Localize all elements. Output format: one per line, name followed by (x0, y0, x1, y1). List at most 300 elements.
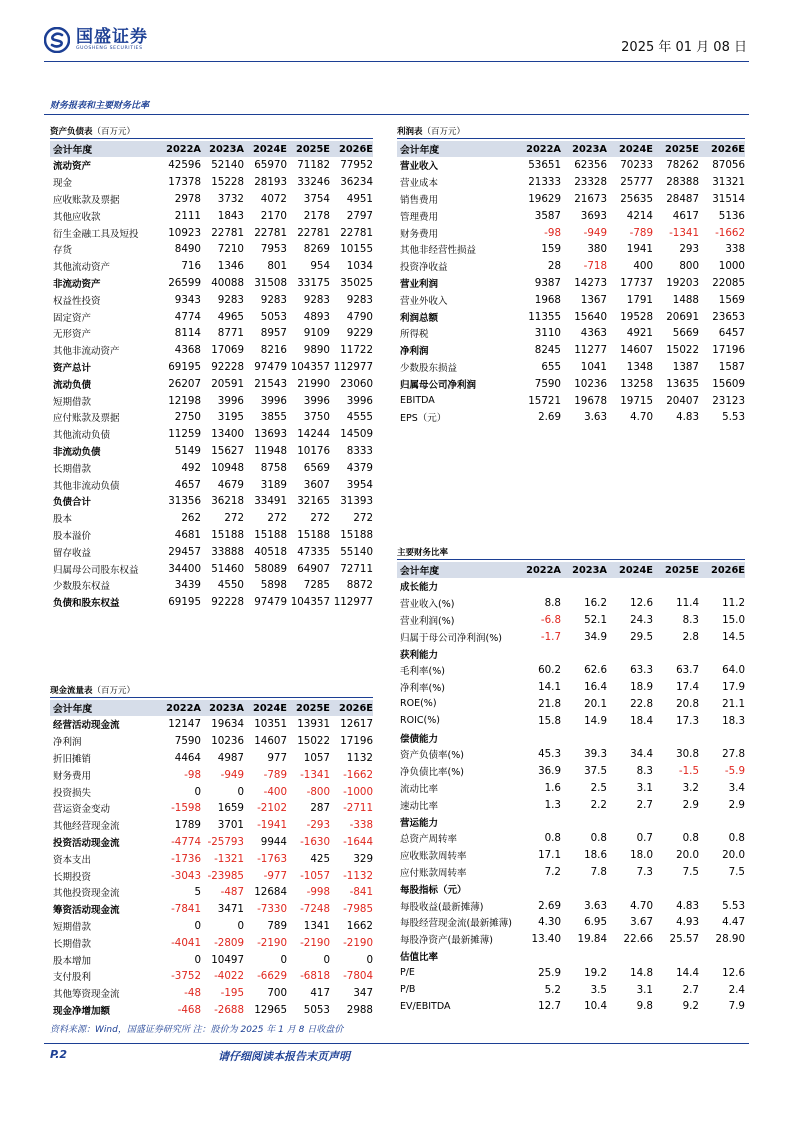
row-label: 营业利润 (400, 278, 439, 290)
cell-value: 8758 (260, 461, 287, 474)
section-title: 财务报表和主要财务比率 (50, 101, 150, 111)
cell-value (607, 645, 653, 662)
cell-value (699, 948, 745, 965)
cell-value: 33246 (297, 176, 330, 189)
cell-value: 13258 (620, 377, 653, 390)
cell-value: 3996 (303, 394, 330, 407)
row-label: 少数股东损益 (400, 362, 458, 374)
table-row (50, 157, 373, 174)
row-label: 毛利率(%) (400, 666, 445, 678)
cell-value: 5053 (303, 1003, 330, 1016)
cell-value: 34400 (168, 562, 201, 575)
cell-value: -977 (263, 869, 287, 882)
table-row (50, 275, 373, 292)
row-label: 资本支出 (53, 854, 92, 866)
cell-value: 19678 (574, 394, 607, 407)
header-year: 2022A (158, 700, 201, 716)
cell-value (607, 813, 653, 830)
cell-value: 16.4 (584, 681, 607, 694)
cell-value: 1348 (626, 360, 653, 373)
table-row (397, 342, 745, 359)
cell-value: 3.1 (636, 781, 653, 794)
cell-value: 2178 (303, 209, 330, 222)
table-row (50, 850, 373, 867)
cell-value: 2978 (174, 192, 201, 205)
cell-value: -841 (349, 886, 373, 899)
cell-value: 64.0 (722, 664, 745, 677)
income-statement-title (397, 125, 465, 137)
table-row (397, 645, 745, 662)
table-row (397, 392, 745, 409)
row-label: 应收账款周转率 (400, 851, 467, 863)
cell-value: 0.8 (590, 832, 607, 845)
cell-value: 800 (679, 260, 699, 273)
cell-value: 10497 (211, 953, 244, 966)
table-row (397, 325, 745, 342)
cell-value: -789 (263, 768, 287, 781)
table-row (50, 951, 373, 968)
cell-value: 63.3 (630, 664, 653, 677)
header-label: 会计年度 (50, 141, 158, 157)
cell-value: 72711 (340, 562, 373, 575)
header-year: 2023A (201, 141, 244, 157)
row-label: 应付账款周转率 (400, 867, 467, 879)
cell-value: 10176 (297, 444, 330, 457)
cell-value: 15640 (574, 310, 607, 323)
cell-value: 3471 (217, 903, 244, 916)
cell-value: -2688 (214, 1003, 244, 1016)
disclaimer-note: 请仔细阅读本报告末页声明 (218, 1050, 350, 1063)
cell-value: 11722 (340, 344, 373, 357)
cell-value: 5.2 (544, 983, 561, 996)
cell-value: 1132 (346, 751, 373, 764)
cell-value: 0 (366, 953, 373, 966)
cell-value: 4965 (217, 310, 244, 323)
cell-value: 7.2 (544, 865, 561, 878)
cell-value (561, 729, 607, 746)
cell-value: 14244 (297, 428, 330, 441)
cell-value: 23060 (340, 377, 373, 390)
cell-value: 2.7 (682, 983, 699, 996)
header-year: 2022A (515, 141, 561, 157)
row-label: 负债合计 (53, 497, 92, 509)
row-label: 股本 (53, 514, 73, 526)
report-date: 2025 年 01 月 08 日 (621, 40, 747, 55)
cell-value: 64907 (297, 562, 330, 575)
cell-value: 18.9 (630, 681, 653, 694)
cell-value: -4041 (171, 936, 201, 949)
row-label: 非流动负债 (53, 446, 101, 458)
row-label: 现金净增加额 (53, 1005, 111, 1017)
cell-value (515, 578, 561, 595)
cell-value: 7.5 (728, 865, 745, 878)
table-row (397, 174, 745, 191)
cell-value: 69195 (168, 596, 201, 609)
cell-value: 4.30 (538, 916, 561, 929)
cell-value: 4951 (346, 192, 373, 205)
cell-value: 3701 (217, 819, 244, 832)
table-header-row (50, 141, 373, 157)
cell-value: 20591 (211, 377, 244, 390)
cell-value: 15228 (211, 176, 244, 189)
row-label: 衍生金融工具及短投 (53, 228, 139, 240)
cell-value: 425 (310, 852, 330, 865)
cell-value: 1587 (718, 360, 745, 373)
cell-value: 801 (267, 260, 287, 273)
row-label: 成长能力 (400, 582, 439, 594)
income-unit: （百万元） (422, 127, 466, 137)
cell-value: 2.9 (682, 798, 699, 811)
row-label: 财务费用 (400, 228, 439, 240)
cell-value: 1968 (534, 293, 561, 306)
cell-value: 4555 (346, 411, 373, 424)
cell-value: 6569 (303, 461, 330, 474)
table-row (50, 426, 373, 443)
cell-value: 3607 (303, 478, 330, 491)
cell-value: 87056 (712, 159, 745, 172)
cell-value: 2.69 (538, 411, 561, 424)
cell-value: 15.8 (538, 714, 561, 727)
company-name-en: GUOSHENG SECURITIES (76, 46, 143, 51)
table-row (50, 594, 373, 611)
cell-value: 400 (633, 260, 653, 273)
cell-value: 0 (194, 953, 201, 966)
row-label: 其他流动资产 (53, 262, 111, 274)
cell-value: 14.8 (630, 966, 653, 979)
cell-value: 15609 (712, 377, 745, 390)
header-year: 2022A (515, 562, 561, 578)
row-label: 速动比率 (400, 800, 439, 812)
table-row (397, 191, 745, 208)
cell-value (653, 813, 699, 830)
row-label: 获利能力 (400, 649, 439, 661)
cell-value: 31393 (340, 495, 373, 508)
cell-value: 9890 (303, 344, 330, 357)
cell-value: 22.8 (630, 697, 653, 710)
cell-value: 65970 (254, 159, 287, 172)
row-label: 总资产周转率 (400, 834, 458, 846)
cell-value: 36234 (340, 176, 373, 189)
row-label: 利润总额 (400, 312, 439, 324)
row-label: 其他经营现金流 (53, 821, 120, 833)
cell-value: 4363 (580, 327, 607, 340)
row-label: 长期投资 (53, 871, 92, 883)
cell-value: 3.4 (728, 781, 745, 794)
cell-value: 4214 (626, 209, 653, 222)
table-row (397, 931, 745, 948)
cell-value: 272 (310, 512, 330, 525)
cell-value: 4.83 (676, 899, 699, 912)
table-row (397, 595, 745, 612)
cell-value: 9283 (346, 293, 373, 306)
cell-value: 104357 (290, 360, 330, 373)
cell-value (561, 948, 607, 965)
cell-value: 11259 (168, 428, 201, 441)
row-label: 归属于母公司净利润(%) (400, 632, 502, 644)
cell-value: 15022 (297, 735, 330, 748)
cell-value: -98 (544, 226, 561, 239)
row-label: 每股指标（元） (400, 884, 467, 896)
cell-value: 24.3 (630, 613, 653, 626)
cell-value: -1736 (171, 852, 201, 865)
cell-value: 19715 (620, 394, 653, 407)
cell-value: 40088 (211, 276, 244, 289)
cell-value: -3043 (171, 869, 201, 882)
table-row (50, 443, 373, 460)
row-label: 营业收入(%) (400, 599, 455, 611)
cell-value: 37.5 (584, 765, 607, 778)
cell-value: 23328 (574, 176, 607, 189)
table-row (50, 527, 373, 544)
header-year: 2025E (287, 141, 330, 157)
table-row (397, 275, 745, 292)
cell-value: 1488 (672, 293, 699, 306)
cell-value: 0 (194, 919, 201, 932)
cell-value: 3439 (174, 579, 201, 592)
cell-value: 2.69 (538, 899, 561, 912)
cell-value: -1598 (171, 802, 201, 815)
cell-value: 10.4 (584, 1000, 607, 1013)
cell-value (607, 880, 653, 897)
cell-value: -1.5 (678, 765, 699, 778)
table-row (397, 291, 745, 308)
cell-value: 4072 (260, 192, 287, 205)
table-row (50, 224, 373, 241)
company-name-cn: 国盛证券 (76, 27, 148, 47)
cell-value: 0 (323, 953, 330, 966)
table-header-row (397, 562, 745, 578)
cell-value: -1000 (343, 785, 373, 798)
cell-value: 9343 (174, 293, 201, 306)
cell-value: 10236 (211, 735, 244, 748)
cell-value: 17378 (168, 176, 201, 189)
cell-value: -2809 (214, 936, 244, 949)
cell-value: 70233 (620, 159, 653, 172)
row-label: 其他投资现金流 (53, 888, 120, 900)
cell-value: 20.8 (676, 697, 699, 710)
cell-value: 8114 (174, 327, 201, 340)
cell-value: 5149 (174, 444, 201, 457)
cell-value: 13931 (297, 718, 330, 731)
table-row (397, 359, 745, 376)
table-row (50, 409, 373, 426)
cell-value: 15188 (211, 528, 244, 541)
table-row (50, 375, 373, 392)
table-row (397, 763, 745, 780)
cell-value: -1763 (257, 852, 287, 865)
cell-value: 417 (310, 987, 330, 1000)
cell-value: 62356 (574, 159, 607, 172)
cell-value: 19.84 (577, 933, 607, 946)
cell-value: 33888 (211, 545, 244, 558)
cell-value: 4.70 (630, 411, 653, 424)
cell-value: 18.4 (630, 714, 653, 727)
cell-value: -800 (306, 785, 330, 798)
cell-value: -487 (220, 886, 244, 899)
cell-value: 14.9 (584, 714, 607, 727)
cell-value: -5.9 (724, 765, 745, 778)
cell-value: 25777 (620, 176, 653, 189)
cell-value: 2750 (174, 411, 201, 424)
cell-value: 77952 (340, 159, 373, 172)
cell-value: 104357 (290, 596, 330, 609)
cell-value: 20.0 (676, 849, 699, 862)
table-row (50, 817, 373, 834)
header-year: 2023A (561, 562, 607, 578)
header-year: 2022A (158, 141, 201, 157)
header-year: 2024E (607, 562, 653, 578)
cell-value: 19634 (211, 718, 244, 731)
table-row (397, 662, 745, 679)
cell-value: 3195 (217, 411, 244, 424)
table-row (397, 241, 745, 258)
cell-value: 25.57 (669, 933, 699, 946)
cell-value: -293 (306, 819, 330, 832)
cell-value: 28.90 (715, 933, 745, 946)
cell-value: 5 (194, 886, 201, 899)
cell-value: 22085 (712, 276, 745, 289)
cell-value: 3.63 (584, 899, 607, 912)
cell-value: 347 (353, 987, 373, 1000)
cell-value: 47335 (297, 545, 330, 558)
cell-value: 3750 (303, 411, 330, 424)
table-row (50, 459, 373, 476)
cell-value: 9283 (217, 293, 244, 306)
cell-value: 12198 (168, 394, 201, 407)
table-row (50, 191, 373, 208)
row-label: 短期借款 (53, 921, 92, 933)
cell-value: 272 (353, 512, 373, 525)
cell-value: 4617 (672, 209, 699, 222)
table-row (50, 733, 373, 750)
table-row (50, 510, 373, 527)
header-year: 2024E (607, 141, 653, 157)
cell-value: 11355 (528, 310, 561, 323)
cell-value (515, 645, 561, 662)
cell-value: 21333 (528, 176, 561, 189)
cell-value: -1341 (669, 226, 699, 239)
cell-value: 69195 (168, 360, 201, 373)
cell-value: 112977 (333, 596, 373, 609)
cell-value: 12147 (168, 718, 201, 731)
header-year: 2025E (653, 562, 699, 578)
cell-value: -4022 (214, 970, 244, 983)
row-label: 归属母公司股东权益 (53, 564, 139, 576)
cell-value: -6818 (300, 970, 330, 983)
cell-value: 4790 (346, 310, 373, 323)
table-row (50, 325, 373, 342)
cell-value: 0 (280, 953, 287, 966)
cell-value: 12.6 (630, 597, 653, 610)
table-row (50, 560, 373, 577)
cell-value: 17.1 (538, 849, 561, 862)
cell-value: 15.0 (722, 613, 745, 626)
cell-value: -7330 (257, 903, 287, 916)
cell-value: 1341 (303, 919, 330, 932)
cell-value: 1041 (580, 360, 607, 373)
cell-value: 4.70 (630, 899, 653, 912)
cell-value: -949 (220, 768, 244, 781)
table-header-row (397, 141, 745, 157)
cell-value: -7985 (343, 903, 373, 916)
table-row (397, 746, 745, 763)
cell-value: 9283 (303, 293, 330, 306)
cell-value: -98 (184, 768, 201, 781)
cell-value: 22781 (340, 226, 373, 239)
table-row (397, 796, 745, 813)
cell-value: 18.3 (722, 714, 745, 727)
table-row (397, 998, 745, 1015)
cell-value (653, 880, 699, 897)
cell-value: 4379 (346, 461, 373, 474)
cell-value: 380 (587, 243, 607, 256)
row-label: 支付股利 (53, 972, 92, 984)
row-label: 净利率(%) (400, 683, 445, 695)
cell-value: 28388 (666, 176, 699, 189)
row-label: 股本溢价 (53, 530, 92, 542)
table-row (50, 207, 373, 224)
row-label: 每股收益(最新摊薄) (400, 901, 484, 913)
row-label: 短期借款 (53, 396, 92, 408)
table-row (397, 981, 745, 998)
cell-value: 4657 (174, 478, 201, 491)
cell-value: -468 (177, 1003, 201, 1016)
cell-value: 20.1 (584, 697, 607, 710)
cell-value: -6629 (257, 970, 287, 983)
cell-value: 18.6 (584, 849, 607, 862)
cell-value: 31356 (168, 495, 201, 508)
row-label: 营业收入 (400, 161, 439, 173)
cell-value: 4464 (174, 751, 201, 764)
row-label: 长期借款 (53, 463, 92, 475)
cell-value: 31508 (254, 276, 287, 289)
cell-value: 8245 (534, 344, 561, 357)
row-label: ROIC(%) (400, 715, 440, 727)
cell-value: 0 (237, 785, 244, 798)
table-header-row (50, 700, 373, 716)
cell-value: 8333 (346, 444, 373, 457)
cell-value: 22781 (254, 226, 287, 239)
cell-value: 18.0 (630, 849, 653, 862)
cell-value: 14607 (254, 735, 287, 748)
cell-value (561, 578, 607, 595)
cell-value: 1569 (718, 293, 745, 306)
cell-value: 13.40 (531, 933, 561, 946)
cell-value: -1941 (257, 819, 287, 832)
cell-value: -1.7 (540, 630, 561, 643)
cell-value: -1341 (300, 768, 330, 781)
cell-value: 11948 (254, 444, 287, 457)
table-row (50, 934, 373, 951)
footer-divider (44, 1043, 749, 1044)
cell-value: 13635 (666, 377, 699, 390)
cell-value: 4774 (174, 310, 201, 323)
cell-value: 3996 (260, 394, 287, 407)
cell-value: 4921 (626, 327, 653, 340)
cell-value (515, 729, 561, 746)
cell-value: 7.3 (636, 865, 653, 878)
cell-value: -998 (306, 886, 330, 899)
row-label: 权益性投资 (53, 295, 101, 307)
cell-value: 15022 (666, 344, 699, 357)
table-row (50, 750, 373, 767)
cell-value: 1367 (580, 293, 607, 306)
cell-value: 19629 (528, 192, 561, 205)
cell-value: 7.8 (590, 865, 607, 878)
cell-value: -1630 (300, 835, 330, 848)
cell-value: 3732 (217, 192, 244, 205)
cell-value (699, 813, 745, 830)
